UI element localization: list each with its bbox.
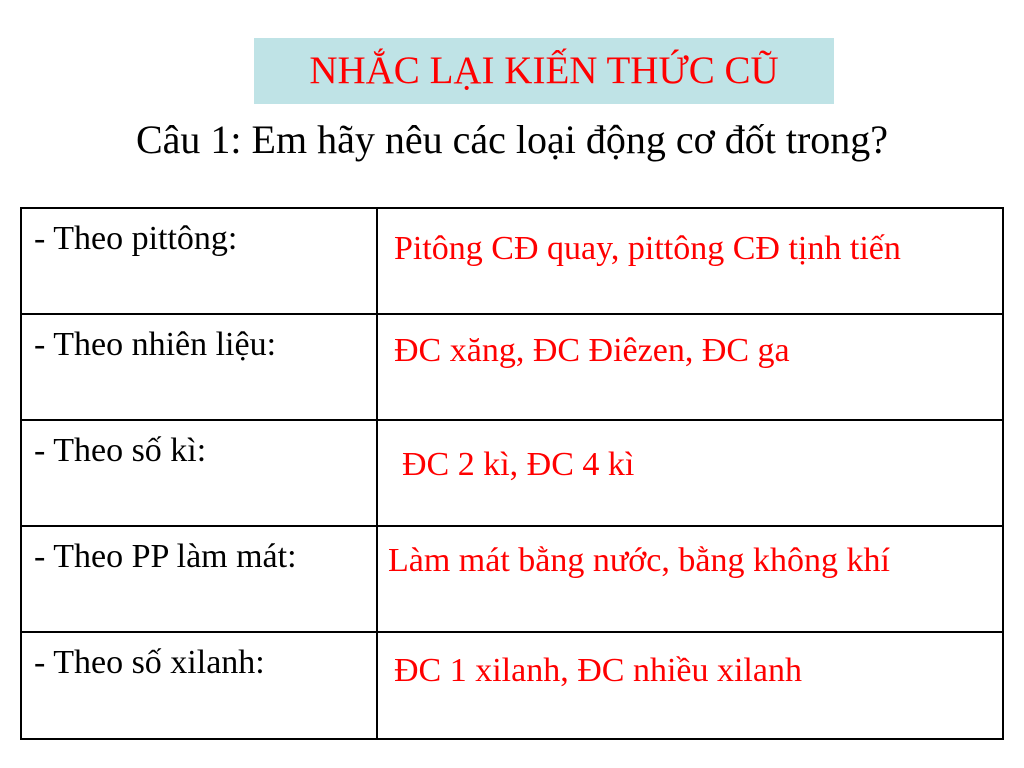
row-label: - Theo số xilanh: bbox=[34, 644, 265, 681]
row-label-cell bbox=[21, 632, 377, 739]
row-value: ĐC 1 xilanh, ĐC nhiều xilanh bbox=[394, 652, 802, 689]
row-value-cell bbox=[377, 526, 1003, 632]
row-value-cell bbox=[377, 632, 1003, 739]
classification-table bbox=[20, 207, 1004, 740]
row-label-cell bbox=[21, 526, 377, 632]
table-row bbox=[21, 420, 1003, 526]
title-banner: NHẮC LẠI KIẾN THỨC CŨ bbox=[254, 38, 834, 104]
row-value-cell bbox=[377, 314, 1003, 420]
row-value: Pitông CĐ quay, pittông CĐ tịnh tiến bbox=[394, 230, 901, 267]
row-label-cell bbox=[21, 208, 377, 314]
row-label: - Theo PP làm mát: bbox=[34, 538, 297, 575]
row-value: ĐC xăng, ĐC Điêzen, ĐC ga bbox=[394, 332, 790, 369]
row-value-cell bbox=[377, 420, 1003, 526]
question-text: Câu 1: Em hãy nêu các loại động cơ đốt trong? bbox=[135, 117, 889, 162]
row-value: ĐC 2 kì, ĐC 4 kì bbox=[402, 446, 635, 483]
row-value-cell bbox=[377, 208, 1003, 314]
table-row bbox=[21, 314, 1003, 420]
row-label: - Theo nhiên liệu: bbox=[34, 326, 277, 363]
table-row bbox=[21, 526, 1003, 632]
row-value: Làm mát bằng nước, bằng không khí bbox=[388, 542, 890, 579]
row-label-cell bbox=[21, 314, 377, 420]
row-label: - Theo pittông: bbox=[34, 220, 238, 257]
table-row bbox=[21, 632, 1003, 739]
row-label-cell bbox=[21, 420, 377, 526]
row-label: - Theo số kì: bbox=[34, 432, 207, 469]
table-row bbox=[21, 208, 1003, 314]
